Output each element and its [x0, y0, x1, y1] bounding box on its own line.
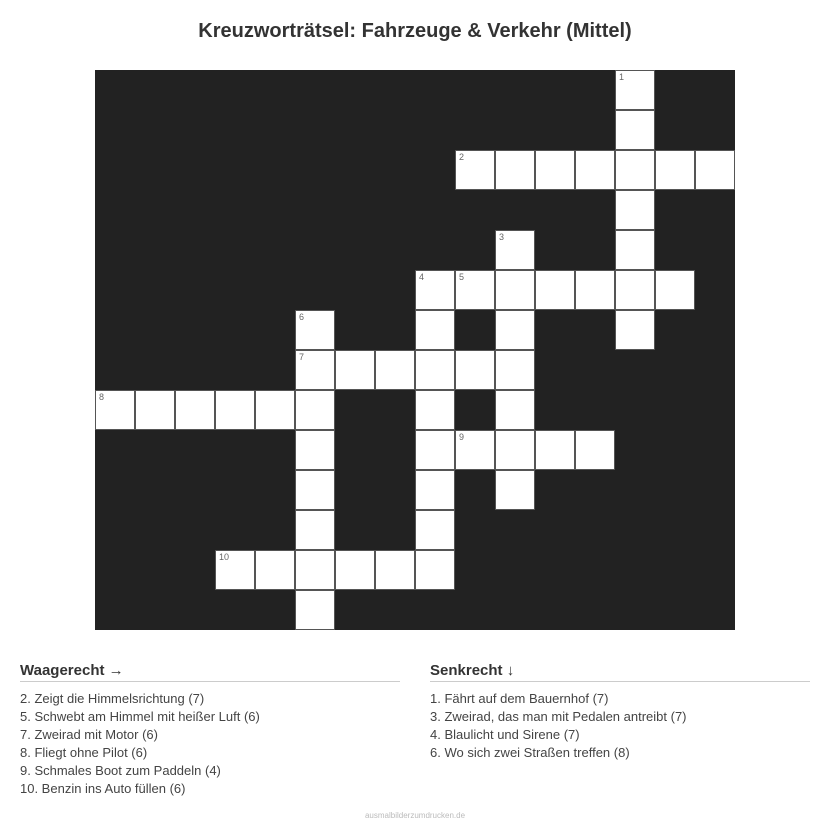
crossword-cell[interactable] — [295, 470, 335, 510]
crossword-cell[interactable] — [535, 270, 575, 310]
crossword-cell[interactable] — [495, 270, 535, 310]
crossword-cell[interactable] — [655, 150, 695, 190]
down-clues — [430, 662, 810, 762]
across-heading: Waagerecht → — [20, 662, 400, 682]
crossword-cell[interactable] — [495, 230, 535, 270]
footer-credit: ausmalbilderzumdrucken.de — [364, 811, 466, 820]
down-heading: Senkrecht ↓ — [430, 662, 810, 682]
crossword-cell[interactable] — [255, 390, 295, 430]
crossword-cell[interactable] — [295, 550, 335, 590]
crossword-cell[interactable] — [135, 390, 175, 430]
crossword-cell[interactable] — [295, 350, 335, 390]
crossword-cell[interactable] — [615, 190, 655, 230]
crossword-cell[interactable] — [495, 470, 535, 510]
crossword-cell[interactable] — [215, 550, 255, 590]
crossword-cell[interactable] — [495, 310, 535, 350]
crossword-cell[interactable] — [255, 550, 295, 590]
across-clue-list — [20, 690, 400, 798]
down-clue: 6. Wo sich zwei Straßen treffen (8) — [430, 745, 630, 760]
crossword-cell[interactable] — [615, 270, 655, 310]
crossword-cell[interactable] — [455, 270, 495, 310]
crossword-cell[interactable] — [615, 310, 655, 350]
across-clues — [20, 662, 400, 798]
crossword-cell[interactable] — [655, 270, 695, 310]
crossword-cell[interactable] — [175, 390, 215, 430]
crossword-cell[interactable] — [215, 390, 255, 430]
crossword-cell[interactable] — [295, 510, 335, 550]
clue-number: 9 — [459, 432, 465, 442]
crossword-cell[interactable] — [615, 150, 655, 190]
down-clue-list — [430, 690, 810, 762]
crossword-cell[interactable] — [575, 270, 615, 310]
crossword-cell[interactable] — [335, 350, 375, 390]
crossword-cell[interactable] — [455, 150, 495, 190]
clue-number: 4 — [419, 272, 425, 282]
crossword-cell[interactable] — [295, 310, 335, 350]
crossword-cell[interactable] — [575, 150, 615, 190]
across-clue: 2. Zeigt die Himmelsrichtung (7) — [20, 691, 205, 706]
crossword-cell[interactable] — [415, 510, 455, 550]
across-clue: 9. Schmales Boot zum Paddeln (4) — [20, 763, 221, 778]
crossword-cell[interactable] — [535, 150, 575, 190]
crossword-cell[interactable] — [575, 430, 615, 470]
across-clue: 8. Fliegt ohne Pilot (6) — [20, 745, 148, 760]
crossword-cell[interactable] — [615, 230, 655, 270]
crossword-cell[interactable] — [415, 350, 455, 390]
crossword-cell[interactable] — [375, 350, 415, 390]
crossword-cell[interactable] — [615, 70, 655, 110]
clue-number: 1 — [619, 72, 625, 82]
clue-number: 6 — [299, 312, 305, 322]
crossword-cell[interactable] — [455, 430, 495, 470]
crossword-cell[interactable] — [295, 590, 335, 630]
crossword-cell[interactable] — [415, 550, 455, 590]
clue-number: 2 — [459, 152, 465, 162]
crossword-cell[interactable] — [375, 550, 415, 590]
crossword-cell[interactable] — [295, 390, 335, 430]
crossword-cell[interactable] — [335, 550, 375, 590]
crossword-cell[interactable] — [415, 270, 455, 310]
clue-number: 10 — [219, 552, 230, 562]
clue-number: 7 — [299, 352, 305, 362]
crossword-cell[interactable] — [615, 110, 655, 150]
page-title: Kreuzworträtsel: Fahrzeuge & Verkehr (Mittel) — [198, 20, 632, 42]
crossword-cell[interactable] — [535, 430, 575, 470]
crossword-cell[interactable] — [415, 390, 455, 430]
across-clue: 10. Benzin ins Auto füllen (6) — [20, 781, 186, 796]
crossword-cell[interactable] — [495, 350, 535, 390]
crossword-cell[interactable] — [495, 390, 535, 430]
clue-number: 5 — [459, 272, 465, 282]
crossword-grid — [95, 70, 735, 630]
crossword-cell[interactable] — [95, 390, 135, 430]
down-clue: 4. Blaulicht und Sirene (7) — [430, 727, 580, 742]
crossword-cell[interactable] — [295, 430, 335, 470]
clue-number: 3 — [499, 232, 505, 242]
clue-number: 8 — [99, 392, 105, 402]
across-clue: 5. Schwebt am Himmel mit heißer Luft (6) — [20, 709, 260, 724]
crossword-cell[interactable] — [415, 430, 455, 470]
crossword-cell[interactable] — [495, 430, 535, 470]
across-clue: 7. Zweirad mit Motor (6) — [20, 727, 158, 742]
down-clue: 3. Zweirad, das man mit Pedalen antreibt (7) — [430, 709, 687, 724]
crossword-cell[interactable] — [695, 150, 735, 190]
crossword-cell[interactable] — [495, 150, 535, 190]
down-clue: 1. Fährt auf dem Bauernhof (7) — [430, 691, 609, 706]
crossword-cell[interactable] — [415, 310, 455, 350]
crossword-cell[interactable] — [415, 470, 455, 510]
crossword-cell[interactable] — [455, 350, 495, 390]
